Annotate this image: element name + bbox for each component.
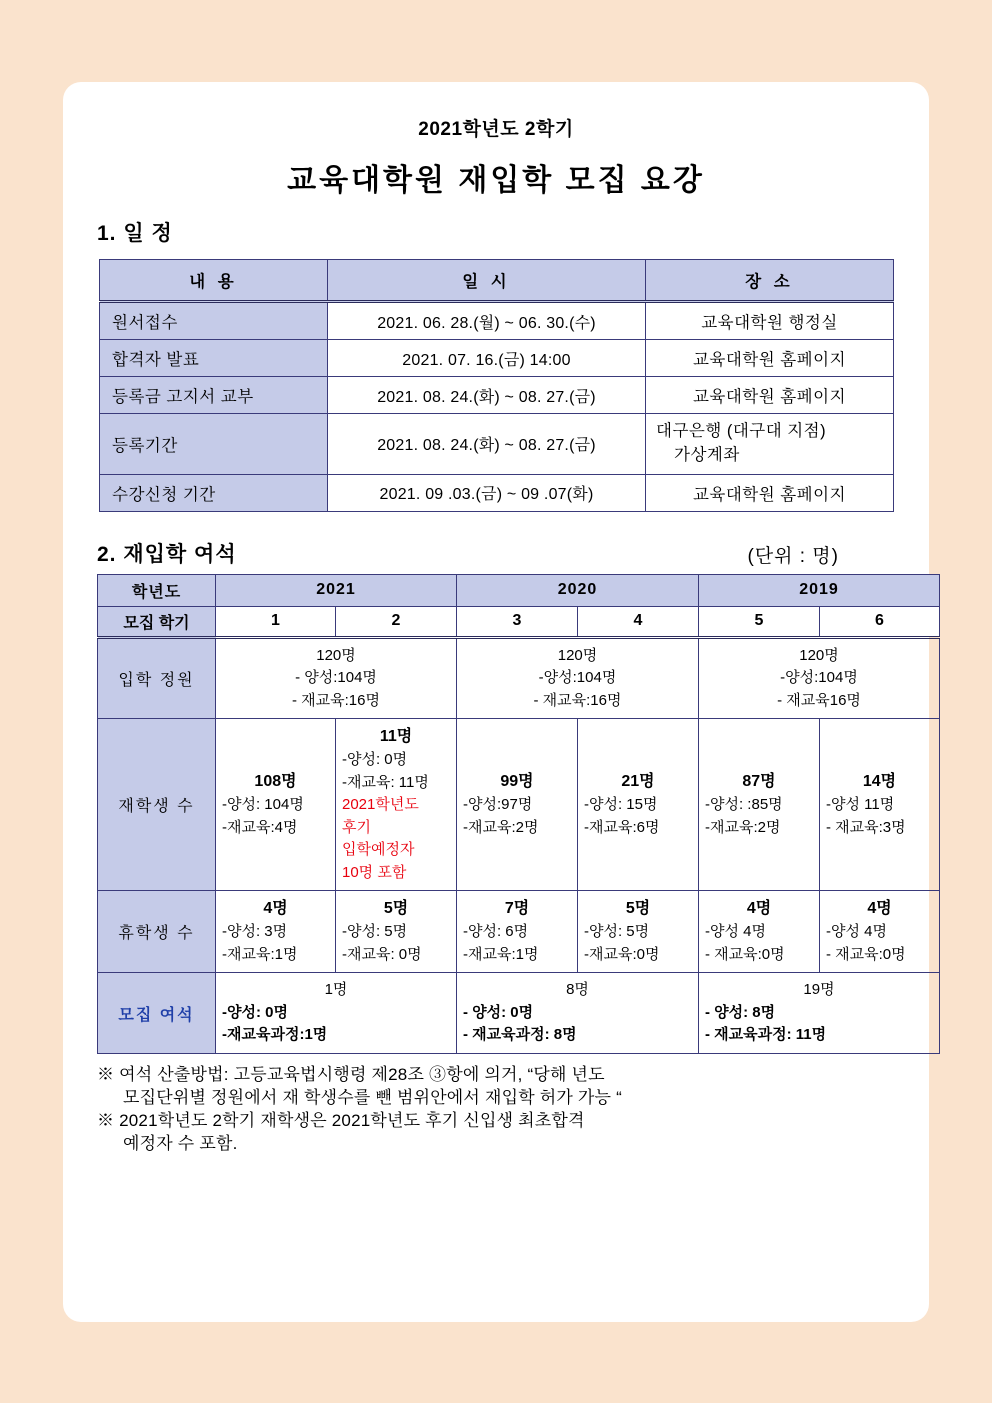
enrolled-line1: -양성: :85명 (705, 796, 783, 814)
schedule-datetime: 2021. 07. 16.(금) 14:00 (328, 340, 646, 377)
schedule-place-line1: 대구은행 (대구대 지점) (656, 422, 827, 440)
leave-sem5 (699, 891, 820, 973)
semester-6: 6 (820, 606, 940, 637)
footnote-1-line1: ※ 여석 산출방법: 고등교육법시행령 제28조 ③항에 의거, “당해 년도 (97, 1064, 605, 1084)
enrolled-line2: -재교육:6명 (584, 818, 660, 836)
leave-line1: -양성 4명 (826, 923, 887, 941)
year-2021: 2021 (216, 574, 457, 606)
leave-line2: -재교육:0명 (584, 945, 660, 963)
leave-sem4 (578, 891, 699, 973)
section-heading-schedule: 1. 일 정 (97, 222, 173, 245)
col-header-item: 내 용 (100, 260, 328, 302)
schedule-item: 등록기간 (100, 414, 328, 475)
enrolled-line2: -재교육: 11명 (342, 773, 429, 791)
schedule-place (646, 414, 894, 475)
leave-sem2 (336, 891, 457, 973)
capacity-total: 120명 (316, 646, 356, 664)
enrolled-line2: -재교육:2명 (705, 818, 781, 836)
capacity-total: 120명 (799, 646, 839, 664)
unit-note: (단위 : 명) (747, 545, 839, 567)
capacity-line2: - 재교육16명 (777, 691, 861, 709)
schedule-place: 교육대학원 홈페이지 (646, 474, 894, 511)
quota-semester-row (98, 606, 940, 637)
document-title: 교육대학원 재입학 모집 요강 (287, 164, 705, 197)
table-row (100, 377, 894, 414)
footnote-2-line1: ※ 2021학년도 2학기 재학생은 2021학년도 후기 신입생 최초합격 (97, 1110, 585, 1130)
semester-1: 1 (216, 606, 336, 637)
enrolled-sem1 (216, 719, 336, 891)
enrolled-line1: -양성 11명 (826, 796, 895, 814)
schedule-datetime: 2021. 08. 24.(화) ~ 08. 27.(금) (328, 377, 646, 414)
leave-sem1 (216, 891, 336, 973)
available-line1: - 양성: 0명 (463, 1003, 534, 1021)
enrolled-line1: -양성: 15명 (584, 796, 658, 814)
available-line1: - 양성: 8명 (705, 1003, 776, 1021)
schedule-datetime: 2021. 08. 24.(화) ~ 08. 27.(금) (328, 414, 646, 475)
schedule-place: 교육대학원 행정실 (646, 302, 894, 340)
col-header-datetime: 일 시 (328, 260, 646, 302)
enrolled-line1: -양성: 104명 (222, 796, 304, 814)
col-header-place: 장 소 (646, 260, 894, 302)
schedule-item: 합격자 발표 (100, 340, 328, 377)
available-2020 (457, 973, 699, 1054)
enrolled-sem6 (820, 719, 940, 891)
enrolled-total: 21명 (621, 773, 655, 791)
leave-line1: -양성: 5명 (342, 923, 408, 941)
schedule-item: 수강신청 기간 (100, 474, 328, 511)
table-row (100, 474, 894, 511)
enrolled-line2: -재교육:4명 (222, 818, 298, 836)
section-heading-quota: 2. 재입학 여석 (97, 542, 237, 566)
enrolled-sem4 (578, 719, 699, 891)
available-total: 19명 (803, 981, 835, 999)
table-row (100, 302, 894, 340)
capacity-line1: - 양성:104명 (295, 669, 377, 687)
footnote-1-line2: 모집단위별 정원에서 재 학생수를 뺀 범위안에서 재입학 허가 가능 “ (123, 1087, 622, 1107)
enrolled-total: 108명 (254, 773, 297, 791)
document-page (63, 82, 929, 1322)
row-label-available: 모집 여석 (98, 973, 216, 1054)
enrolled-line2: - 재교육:3명 (826, 818, 906, 836)
available-line1: -양성: 0명 (222, 1003, 288, 1021)
leave-line2: - 재교육:0명 (826, 945, 906, 963)
enrolled-note3: 입학예정자 (342, 841, 415, 859)
available-2021 (216, 973, 457, 1054)
schedule-item: 등록금 고지서 교부 (100, 377, 328, 414)
leave-line1: -양성: 5명 (584, 923, 650, 941)
leave-total: 5명 (383, 900, 409, 918)
leave-total: 5명 (625, 900, 651, 918)
footnotes (97, 1064, 899, 1156)
available-line2: - 재교육과정: 11명 (705, 1026, 827, 1044)
table-header-row (100, 260, 894, 302)
enrolled-note1: 2021학년도 (342, 796, 419, 814)
semester-5: 5 (699, 606, 820, 637)
schedule-datetime: 2021. 09 .03.(금) ~ 09 .07(화) (328, 474, 646, 511)
leave-total: 7명 (504, 900, 530, 918)
capacity-line2: - 재교육:16명 (533, 691, 622, 709)
enrolled-line1: -양성: 0명 (342, 751, 408, 769)
available-line2: -재교육과정:1명 (222, 1026, 328, 1044)
leave-line2: - 재교육:0명 (705, 945, 785, 963)
schedule-place: 교육대학원 홈페이지 (646, 377, 894, 414)
quota-enrolled-row (98, 719, 940, 891)
capacity-2021 (216, 637, 457, 719)
enrolled-total: 11명 (379, 728, 413, 746)
schedule-place-line2: 가상계좌 (674, 445, 740, 464)
leave-sem3 (457, 891, 578, 973)
row-label-year: 학년도 (98, 574, 216, 606)
year-2020: 2020 (457, 574, 699, 606)
enrolled-note4: 10명 포함 (342, 863, 407, 881)
capacity-2020 (457, 637, 699, 719)
leave-line2: -재교육:1명 (463, 945, 539, 963)
enrolled-total: 99명 (500, 773, 534, 791)
year-2019: 2019 (699, 574, 940, 606)
schedule-place: 교육대학원 홈페이지 (646, 340, 894, 377)
available-line2: - 재교육과정: 8명 (463, 1026, 577, 1044)
semester-2: 2 (336, 606, 457, 637)
available-total: 1명 (324, 981, 348, 999)
capacity-line1: -양성:104명 (780, 669, 858, 687)
quota-year-row (98, 574, 940, 606)
document-subtitle: 2021학년도 2학기 (418, 119, 574, 140)
leave-line2: -재교육:1명 (222, 945, 298, 963)
semester-3: 3 (457, 606, 578, 637)
quota-leave-row (98, 891, 940, 973)
capacity-line1: -양성:104명 (538, 669, 617, 687)
schedule-item: 원서접수 (100, 302, 328, 340)
quota-available-row (98, 973, 940, 1054)
quota-table (97, 574, 940, 1054)
row-label-enrolled: 재학생 수 (98, 719, 216, 891)
capacity-line2: - 재교육:16명 (292, 691, 380, 709)
row-label-capacity: 입학 정원 (98, 637, 216, 719)
enrolled-line1: -양성:97명 (463, 796, 533, 814)
row-label-leave: 휴학생 수 (98, 891, 216, 973)
table-row (100, 340, 894, 377)
quota-capacity-row (98, 637, 940, 719)
enrolled-sem2 (336, 719, 457, 891)
enrolled-line2: -재교육:2명 (463, 818, 539, 836)
enrolled-sem3 (457, 719, 578, 891)
leave-line1: -양성: 6명 (463, 923, 529, 941)
schedule-table (99, 259, 894, 512)
available-total: 8명 (566, 981, 589, 999)
table-row (100, 414, 894, 475)
enrolled-total: 14명 (862, 773, 897, 791)
leave-line1: -양성: 3명 (222, 923, 288, 941)
enrolled-sem5 (699, 719, 820, 891)
leave-sem6 (820, 891, 940, 973)
leave-total: 4명 (263, 900, 288, 918)
leave-line2: -재교육: 0명 (342, 945, 422, 963)
semester-4: 4 (578, 606, 699, 637)
leave-total: 4명 (746, 900, 772, 918)
leave-total: 4명 (867, 900, 892, 918)
capacity-2019 (699, 637, 940, 719)
available-2019 (699, 973, 940, 1054)
row-label-semester: 모집 학기 (98, 606, 216, 637)
capacity-total: 120명 (557, 646, 598, 664)
leave-line1: -양성 4명 (705, 923, 766, 941)
footnote-2-line2: 예정자 수 포함. (123, 1133, 238, 1153)
enrolled-note2: 후기 (342, 818, 371, 836)
enrolled-total: 87명 (742, 773, 776, 791)
schedule-datetime: 2021. 06. 28.(월) ~ 06. 30.(수) (328, 302, 646, 340)
